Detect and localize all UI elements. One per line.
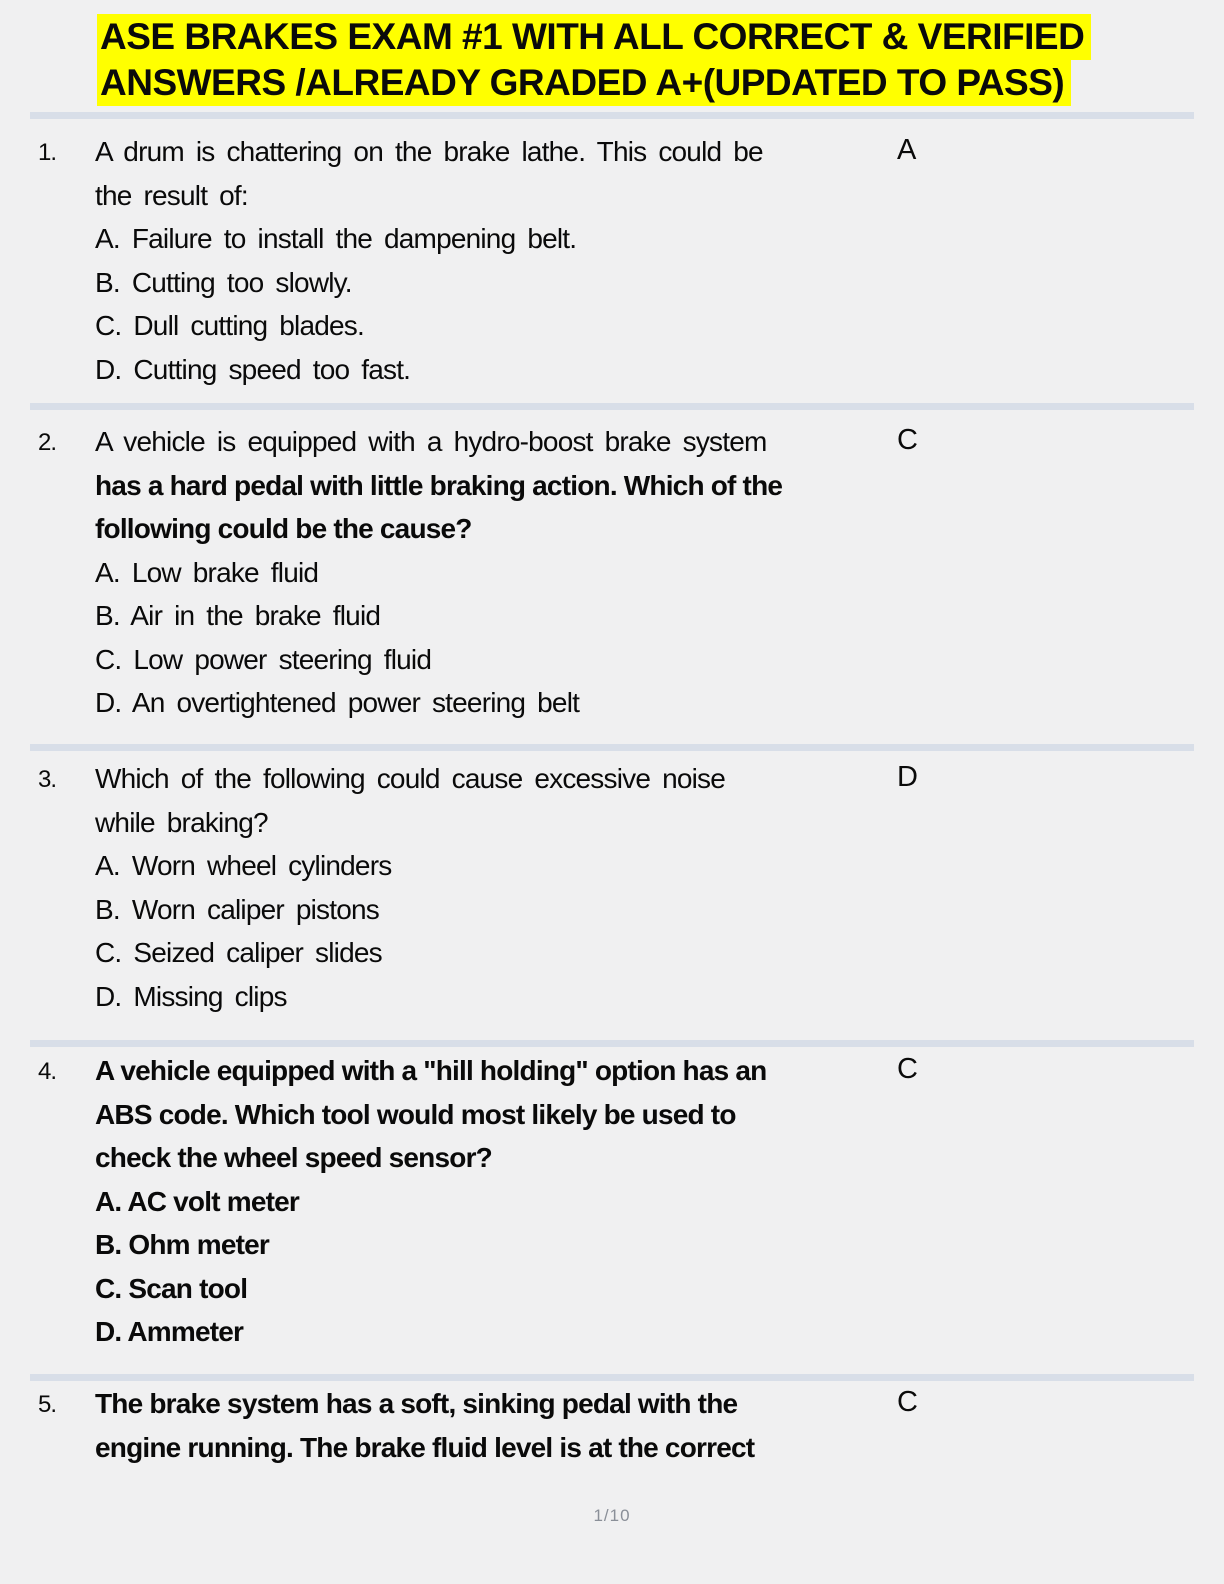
question-line: has a hard pedal with little braking action. Which of the <box>95 469 783 501</box>
option-line: A. Low brake fluid <box>95 556 319 588</box>
answer-letter: A <box>897 134 917 166</box>
answer-letter: C <box>897 424 918 456</box>
option-line: C. Low power steering fluid <box>95 643 432 675</box>
question-line: A vehicle is equipped with a hydro-boost brake system <box>95 426 767 457</box>
section-divider <box>30 1374 1194 1381</box>
answer-letter: C <box>897 1386 918 1418</box>
option-line: B. Cutting too slowly. <box>95 266 352 298</box>
question-line: engine running. The brake fluid level is at the correct <box>95 1431 755 1463</box>
question-line: check the wheel speed sensor? <box>95 1142 492 1173</box>
option-line: B. Air in the brake fluid <box>95 600 381 631</box>
question-content <box>95 1382 925 1469</box>
question-line: A drum is chattering on the brake lathe. This could be <box>95 136 763 167</box>
question-content <box>95 1049 925 1354</box>
question-content <box>95 420 925 725</box>
option-line: A. Failure to install the dampening belt. <box>95 223 577 254</box>
option-line: B. Worn caliper pistons <box>95 893 379 925</box>
page-title-line-1: ASE BRAKES EXAM #1 WITH ALL CORRECT & VERIFIED <box>97 14 1091 60</box>
question-number: 1. <box>38 139 57 166</box>
option-line: C. Dull cutting blades. <box>95 310 364 341</box>
section-divider <box>30 1040 1194 1047</box>
option-line: B. Ohm meter <box>95 1229 269 1260</box>
question-number: 2. <box>38 429 57 456</box>
page-title-line-2: ANSWERS /ALREADY GRADED A+(UPDATED TO PASS) <box>97 60 1071 106</box>
option-line: D. Cutting speed too fast. <box>95 353 411 385</box>
question-number: 3. <box>38 766 57 793</box>
question-number: 4. <box>38 1058 57 1085</box>
question-line: ABS code. Which tool would most likely be used to <box>95 1098 736 1130</box>
section-divider <box>30 112 1194 119</box>
option-line: C. Seized caliper slides <box>95 937 382 968</box>
answer-letter: C <box>897 1053 918 1085</box>
section-divider <box>30 744 1194 751</box>
option-line: D. Ammeter <box>95 1316 244 1347</box>
question-content <box>95 757 925 1018</box>
option-line: C. Scan tool <box>95 1272 248 1304</box>
question-line: while braking? <box>95 806 268 838</box>
page-title <box>97 14 1091 106</box>
question-line: following could be the cause? <box>95 513 472 544</box>
section-divider <box>30 403 1194 410</box>
option-line: A. Worn wheel cylinders <box>95 850 392 881</box>
question-line: the result of: <box>95 179 248 211</box>
question-line: Which of the following could cause excessive noise <box>95 763 726 794</box>
answer-letter: D <box>897 761 918 793</box>
option-line: A. AC volt meter <box>95 1185 299 1217</box>
question-content <box>95 130 925 391</box>
question-line: A vehicle equipped with a "hill holding" option has an <box>95 1055 767 1086</box>
question-line: The brake system has a soft, sinking pedal with the <box>95 1388 738 1419</box>
page-number-footer: 1/10 <box>593 1506 631 1525</box>
question-number: 5. <box>38 1391 57 1418</box>
option-line: D. An overtightened power steering belt <box>95 687 580 718</box>
option-line: D. Missing clips <box>95 980 287 1012</box>
